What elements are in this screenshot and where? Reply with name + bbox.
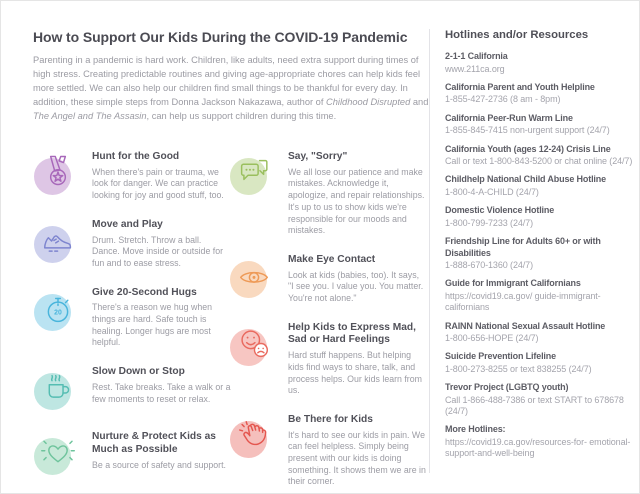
hotline-name: Friendship Line for Adults 60+ or with Disabilities	[445, 236, 601, 258]
tip-body: There's a reason we hug when things are hard. Safe touch is healing. Longer hugs are most helpful.	[92, 302, 213, 348]
page-title: How to Support Our Kids During the COVID-19 Pandemic	[33, 29, 408, 45]
hands-icon	[229, 414, 277, 462]
tip-slow-down-or-stop	[33, 366, 231, 414]
hotline-item	[445, 174, 637, 198]
medal-icon	[33, 151, 81, 199]
sneaker-icon	[33, 219, 81, 267]
hotline-name: 2-1-1 California	[445, 51, 508, 61]
tip-give-20-second-hugs	[33, 287, 231, 350]
tips-column-middle	[229, 151, 427, 494]
stopwatch-icon	[33, 287, 81, 335]
hotline-name: Childhelp National Child Abuse Hotline	[445, 174, 606, 185]
hotline-detail: 1-800-656-HOPE (24/7)	[445, 333, 539, 344]
tips-column-left	[33, 151, 231, 494]
tip-title: Slow Down or Stop	[92, 366, 185, 378]
book-title: Childhood Disrupted	[326, 96, 411, 107]
tip-title: Make Eye Contact	[288, 253, 376, 265]
vertical-divider	[429, 29, 430, 473]
tip-title: Move and Play	[92, 218, 163, 230]
hotline-name: Trevor Project (LGBTQ youth)	[445, 382, 569, 393]
tip-title: Nurture & Protect Kids as Much as Possible	[92, 431, 216, 455]
hotline-name: RAINN National Sexual Assault Hotline	[445, 320, 606, 331]
tip-nurture-and-protect	[33, 431, 231, 479]
hotline-name: Guide for Immigrant Californians	[445, 278, 581, 289]
hotline-detail: 1-888-670-1360 (24/7)	[445, 260, 533, 271]
hotline-item	[445, 351, 637, 375]
hotline-item	[445, 321, 637, 345]
hotline-item	[445, 82, 637, 106]
hotline-detail: https://covid19.ca.gov/ guide-immigrant-californians	[445, 290, 601, 313]
speech-bubbles-icon	[229, 151, 277, 199]
hotline-item	[445, 51, 637, 75]
hotline-name: Suicide Prevention Lifeline	[445, 351, 556, 362]
hotline-detail: 1-800-273-8255 or text 838255 (24/7)	[445, 363, 592, 374]
hotline-detail: Call or text 1-800-843-5200 or chat online (24/7)	[445, 156, 633, 167]
hotline-name: More Hotlines:	[445, 424, 506, 435]
hotline-item	[445, 113, 637, 137]
hotline-detail: https://covid19.ca.gov/resources-for- emotional-support-and-well-being	[445, 436, 631, 459]
mug-icon	[33, 366, 81, 414]
tip-title: Hunt for the Good	[92, 151, 180, 162]
hotline-name: California Youth (ages 12-24) Crisis Line	[445, 143, 611, 154]
hotline-name: California Parent and Youth Helpline	[445, 81, 595, 92]
tip-express-feelings	[229, 322, 427, 397]
tip-body: Be a source of safety and support.	[92, 459, 226, 470]
book-title: The Angel and The Assasin	[33, 110, 147, 121]
tip-body: It's hard to see our kids in pain. We can feel helpless. Simply being present with our kids is doing something. It shows them we are in their corner.	[288, 429, 426, 487]
tip-say-sorry	[229, 151, 427, 237]
hotlines-sidebar	[445, 29, 637, 467]
tip-body: Drum. Stretch. Throw a ball. Dance. Move inside or outside for fun and to ease stress.	[92, 234, 224, 268]
hotline-detail: 1-855-427-2736 (8 am - 8pm)	[445, 94, 561, 105]
hotline-item	[445, 144, 637, 168]
tip-move-and-play	[33, 219, 231, 270]
faces-icon	[229, 322, 277, 370]
hotline-detail: 1-855-845-7415 non-urgent support (24/7)	[445, 125, 610, 136]
intro-text: , can help us support children during this time.	[146, 110, 337, 121]
tip-body: Hard stuff happens. But helping kids find ways to share, talk, and process helps. Our kids learn from us.	[288, 350, 422, 396]
tip-body: When there's pain or trauma, we look for danger. We can practice looking for joy and good stuff, too.	[92, 166, 224, 201]
tip-body: Look at kids (babies, too). It says, "I see you. I value you. You matter. You're not alone."	[288, 269, 424, 303]
eye-icon	[229, 254, 277, 302]
tip-body: Rest. Take breaks. Take a walk or a few moments to reset or relax.	[92, 381, 231, 404]
tip-title: Give 20-Second Hugs	[92, 286, 197, 298]
tip-make-eye-contact	[229, 254, 427, 305]
svg-text:20: 20	[54, 309, 62, 317]
hotline-name: Domestic Violence Hotline	[445, 205, 555, 216]
hotline-item	[445, 424, 637, 459]
tip-title: Help Kids to Express Mad, Sad or Hard Feelings	[288, 321, 416, 346]
hotline-detail: 1-800-4-A-CHILD (24/7)	[445, 186, 539, 197]
hotline-item	[445, 205, 637, 229]
intro-text: and	[410, 96, 429, 107]
tip-title: Say, "Sorry"	[288, 151, 348, 162]
hotline-name: California Peer-Run Warm Line	[445, 112, 573, 123]
hotline-detail: Call 1-866-488-7386 or text START to 678678 (24/7)	[445, 394, 624, 417]
hotlines-header: Hotlines and/or Resources	[445, 29, 589, 41]
tip-hunt-for-the-good	[33, 151, 231, 202]
hotline-item	[445, 236, 637, 271]
tip-be-there-for-kids	[229, 414, 427, 488]
intro-paragraph	[33, 54, 437, 124]
tip-title: Be There for Kids	[288, 413, 373, 425]
tip-body: We all lose our patience and make mistakes. Acknowledge it, apologize, and repair relationships. It's up to us to show kids we're responsible for our moods and mistakes.	[288, 166, 425, 236]
hotline-detail: 1-800-799-7233 (24/7)	[445, 217, 533, 228]
intro-text: Parenting in a pandemic is hard work. Children, like adults, need extra support during times of high stress. Creating predictable routines and giving age-appropriate chores can help kids feel more settled. We can also help our children find small things to be thankful for every day. In addition, these simple steps from Donna Jackson Nakazawa, author of	[33, 55, 421, 107]
hotline-detail: www.211ca.org	[445, 63, 505, 74]
hotline-item	[445, 382, 637, 417]
heart-icon	[33, 431, 81, 479]
page-header	[33, 29, 437, 124]
hotline-item	[445, 278, 637, 313]
